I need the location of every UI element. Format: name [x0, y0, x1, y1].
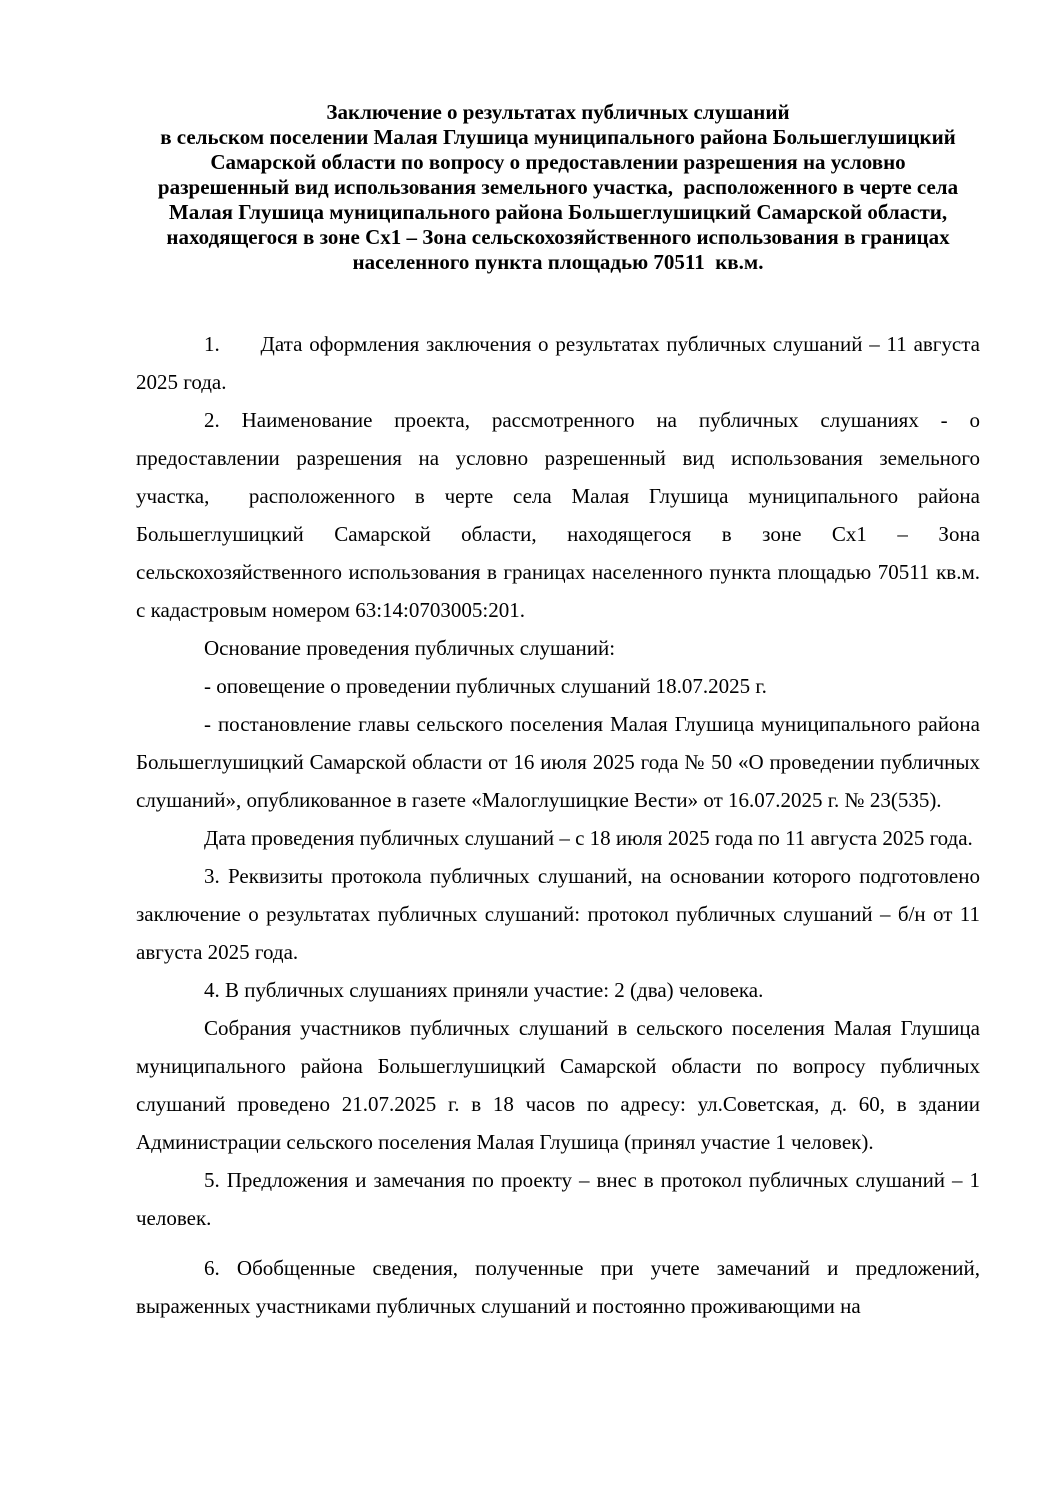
document-title-line: населенного пункта площадью 70511 кв.м. [352, 250, 764, 274]
document-title-line: в сельском поселении Малая Глушица муниципального района Большеглушицкий [160, 125, 956, 149]
paragraph: 3. Реквизиты протокола публичных слушаний, на основании которого подготовлено заключение о результатах публичных слушаний: протокол публичных слушаний – б/н от 11 августа 2025 года. [136, 864, 980, 964]
paragraph: Собрания участников публичных слушаний в сельского поселения Малая Глушица муниципального района Большеглушицкий Самарской области по вопросу публичных слушаний проведено 21.07.2025 г. в 18 часов по адресу: ул.Советская, д. 60, в здании Администрации сельского поселения Малая Глушица (принял участие 1 человек). [136, 1016, 980, 1154]
document-title-line: Малая Глушица муниципального района Большеглушицкий Самарской области, [168, 200, 948, 224]
paragraph: 1. Дата оформления заключения о результатах публичных слушаний – 11 августа 2025 года. [136, 332, 980, 394]
paragraph: 5. Предложения и замечания по проекту – внес в протокол публичных слушаний – 1 человек. [136, 1168, 980, 1230]
paragraph: - оповещение о проведении публичных слушаний 18.07.2025 г. [204, 674, 767, 698]
document-title-line: разрешенный вид использования земельного участка, расположенного в черте села [157, 175, 959, 199]
document-title-line: находящегося в зоне Сх1 – Зона сельскохозяйственного использования в границах [166, 225, 950, 249]
document-title-line: Самарской области по вопросу о предоставлении разрешения на условно [210, 150, 906, 174]
paragraph: - постановление главы сельского поселения Малая Глушица муниципального района Большеглушицкий Самарской области от 16 июля 2025 года № 50 «О проведении публичных слушаний», опубликованное в газете «Малоглушицкие Вести» от 16.07.2025 г. № 23(535). [136, 712, 980, 812]
paragraph: Дата проведения публичных слушаний – с 18 июля 2025 года по 11 августа 2025 года. [204, 826, 973, 850]
paragraph: 6. Обобщенные сведения, полученные при учете замечаний и предложений, выраженных участниками публичных слушаний и постоянно проживающими на [136, 1256, 980, 1318]
paragraph: 2. Наименование проекта, рассмотренного на публичных слушаниях - о предоставлении разрешения на условно разрешенный вид использования земельного участка, расположенного в черте села Малая Глушица муниципального района Большеглушицкий Самарской области, находящегося в зоне Сх1 – Зона сельскохозяйственного использования в границах населенного пункта площадью 70511 кв.м. с кадастровым номером 63:14:0703005:201. [136, 408, 980, 622]
document-title-line: Заключение о результатах публичных слушаний [326, 100, 790, 124]
document-title [136, 100, 980, 275]
paragraph: 4. В публичных слушаниях приняли участие: 2 (два) человека. [204, 978, 764, 1002]
document-body [136, 325, 980, 1325]
paragraph: Основание проведения публичных слушаний: [204, 636, 616, 660]
